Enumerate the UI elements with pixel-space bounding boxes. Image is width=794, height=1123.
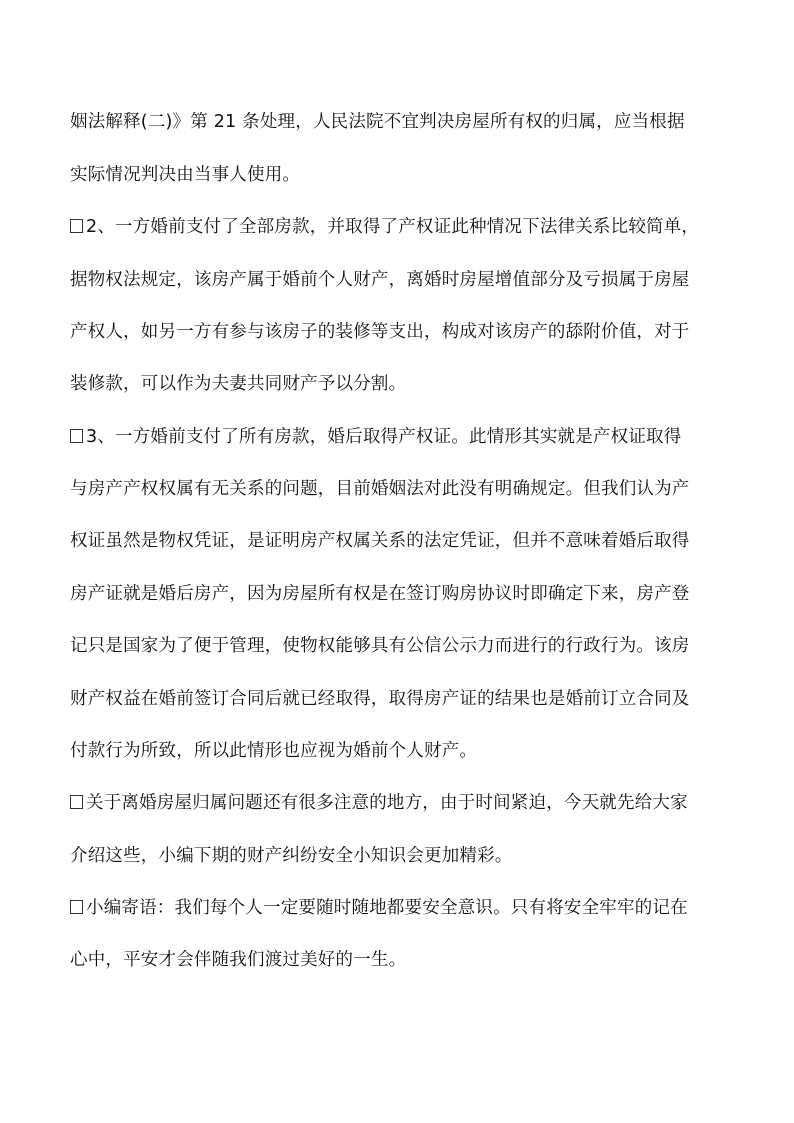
line-text: 介绍这些，小编下期的财产纠纷安全小知识会更加精彩。 [70,846,513,866]
line-text: 姻法解释(二)》第 21 条处理，人民法院不宜判决房屋所有权的归属，应当根据 [70,112,685,132]
line-text: 装修款，可以作为夫妻共同财产予以分割。 [70,374,407,394]
text-line [70,527,730,555]
line-text: 实际情况判决由当事人使用。 [70,165,301,185]
text-line [70,266,730,294]
line-text: 记只是国家为了便于管理，使物权能够具有公信公示力而进行的行政行为。该房 [70,636,690,656]
text-line [70,632,730,660]
checkbox-icon [70,429,83,443]
line-text: 据物权法规定，该房产属于婚前个人财产，离婚时房屋增值部分及亏损属于房屋 [70,270,690,290]
text-line [70,580,730,608]
text-line [70,685,730,713]
text-line [70,475,730,503]
checkbox-icon [70,219,83,233]
text-line [70,108,730,136]
line-text: 付款行为所致，所以此情形也应视为婚前个人财产。 [70,741,478,761]
text-line [70,737,730,765]
paragraph-start-line [70,894,730,922]
line-text: 与房产产权权属有无关系的问题，目前婚姻法对此没有明确规定。但我们认为产 [70,479,690,499]
checkbox-icon [70,795,83,809]
line-text: 3、一方婚前支付了所有房款，婚后取得产权证。此情形其实就是产权证取得 [86,427,682,447]
line-text: 权证虽然是物权凭证，是证明房产权属关系的法定凭证，但并不意味着婚后取得 [70,531,690,551]
line-text: 房产证就是婚后房产，因为房屋所有权是在签订购房协议时即确定下来，房产登 [70,584,690,604]
text-line [70,161,730,189]
line-text: 关于离婚房屋归属问题还有很多注意的地方，由于时间紧迫，今天就先给大家 [86,793,688,813]
line-text: 小编寄语：我们每个人一定要随时随地都要安全意识。只有将安全牢牢的记在 [86,898,688,918]
line-text: 产权人，如另一方有参与该房子的装修等支出，构成对该房产的舔附价值，对于 [70,322,690,342]
line-text: 2、一方婚前支付了全部房款，并取得了产权证此种情况下法律关系比较简单， [86,217,700,237]
paragraph-start-line [70,789,730,817]
text-line [70,318,730,346]
text-line [70,946,730,974]
paragraph-start-line [70,213,730,241]
text-line [70,842,730,870]
paragraph-start-line [70,423,730,451]
line-text: 心中，平安才会伴随我们渡过美好的一生。 [70,950,407,970]
text-line [70,370,730,398]
line-text: 财产权益在婚前签订合同后就已经取得，取得房产证的结果也是婚前订立合同及 [70,689,690,709]
checkbox-icon [70,900,83,914]
